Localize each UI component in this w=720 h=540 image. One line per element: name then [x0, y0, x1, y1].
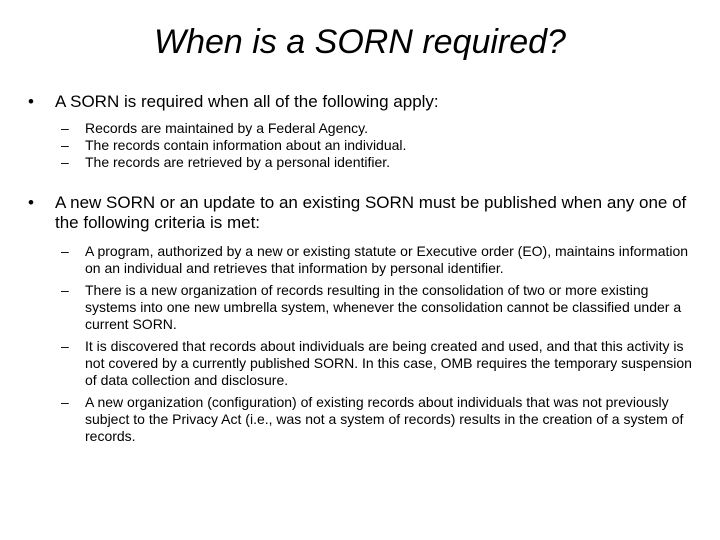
- subitem-text: The records contain information about an individual.: [85, 137, 407, 153]
- list-item: [28, 282, 698, 333]
- list-item: [28, 338, 698, 389]
- list-item: [28, 394, 698, 445]
- dash-marker: –: [61, 154, 69, 170]
- slide-content: [28, 92, 698, 445]
- dash-marker: –: [61, 338, 69, 354]
- list-item: [28, 243, 698, 277]
- slide-title: When is a SORN required?: [154, 23, 566, 61]
- bullet-2: [28, 193, 698, 233]
- subitem-text: The records are retrieved by a personal identifier.: [85, 154, 391, 170]
- dash-marker: –: [61, 137, 69, 153]
- subitem-text: A new organization (configuration) of existing records about individuals that was not previously subject to the Privacy Act (i.e., was not a system of records) results in the creation of a system of records.: [85, 394, 684, 444]
- list-item: [28, 137, 698, 154]
- subitem-text: It is discovered that records about individuals are being created and used, and that this activity is not covered by a currently published SORN. In this case, OMB requires the temporary suspension of data collection and disclosure.: [85, 338, 692, 388]
- list-item: [28, 120, 698, 137]
- bullet-1-subitems: [28, 120, 698, 171]
- dash-marker: –: [61, 282, 69, 298]
- subitem-text: There is a new organization of records resulting in the consolidation of two or more existing systems into one new umbrella system, whenever the consolidation cannot be classified under a current SORN.: [85, 282, 682, 332]
- subitem-text: Records are maintained by a Federal Agency.: [85, 120, 369, 136]
- bullet-marker: •: [28, 193, 34, 212]
- bullet-2-subitems: [28, 243, 698, 445]
- bullet-1: [28, 92, 698, 112]
- subitem-text: A program, authorized by a new or existing statute or Executive order (EO), maintains information on an individual and retrieves that information by personal identifier.: [85, 243, 689, 276]
- dash-marker: –: [61, 120, 69, 136]
- bullet-1-text: A SORN is required when all of the following apply:: [55, 92, 439, 111]
- bullet-2-text: A new SORN or an update to an existing SORN must be published when any one of the following criteria is met:: [55, 193, 687, 232]
- dash-marker: –: [61, 243, 69, 259]
- bullet-marker: •: [28, 92, 34, 111]
- dash-marker: –: [61, 394, 69, 410]
- list-item: [28, 154, 698, 171]
